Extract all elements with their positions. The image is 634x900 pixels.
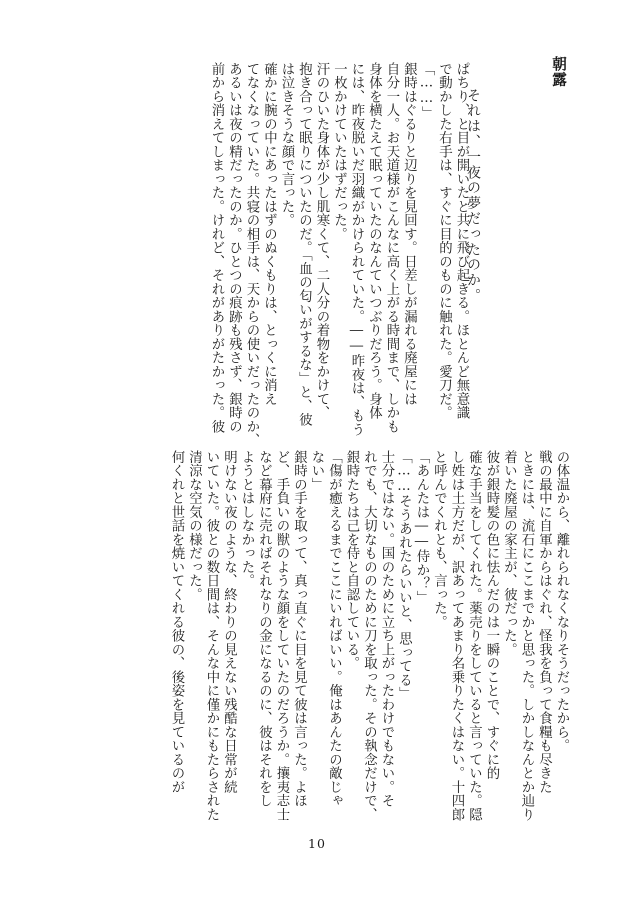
body-text-upper <box>50 62 470 447</box>
text-line: など幕府に売ればそれなりの金になるのに、彼はそれをし <box>256 450 272 808</box>
text-line: 「……そうあれたらいいと、思ってる」 <box>396 450 412 701</box>
text-line: 士分ではない。国のために立ち上がったわけでもない。そ <box>379 450 394 808</box>
text-line: 明けない夜のような、終わりの見えない残酷な日常が続 <box>221 450 237 794</box>
text-line: ない」 <box>309 450 324 492</box>
text-line: で動かした右手は、すぐに目的のものに触れた。愛刀だ。 <box>436 62 452 420</box>
text-line: 彼が銀時髪の色に怯んだのは一瞬のことで、すぐに的 <box>484 450 499 780</box>
page-number: 10 <box>308 836 326 851</box>
text-line: 「あんたは――侍か？」 <box>414 450 429 605</box>
text-line: は泣きそうな顔で言った。 <box>279 62 294 227</box>
text-line: 確な手当をしてくれた。薬売りをしていると言っていた。隠 <box>466 450 482 822</box>
text-line: 抱き合って眠りについたのだ。「血の匂いがするな」と、彼 <box>296 62 312 427</box>
text-line: てなくなっていた。共寝の相手は、天からの使いだったのか、 <box>244 62 259 447</box>
text-line: 前から消えてしまった。けれど、それがありがたかった。彼 <box>209 62 224 434</box>
text-line: 銀時はぐるりと辺りを見回す。日差しが漏れる廃屋には <box>401 62 417 406</box>
text-line: には、昨夜脱いだ羽織がかけられていた。――昨夜は、もう <box>349 62 364 437</box>
text-line: し姓は土方だが、訳あってあまり名乗りたくはない。十四郎 <box>449 450 464 822</box>
text-line: 一枚かけていたはずだった。 <box>331 62 347 241</box>
chapter-title: 朝露 <box>550 56 567 88</box>
text-line: 何くれと世話を焼いてくれる彼の、後姿を見ているのが <box>169 450 184 794</box>
text-line: れでも、大切なもののために刀を取った。その執念だけで、 <box>361 450 377 822</box>
text-line: 「傷が癒えるまでここにいればいい。俺はあんたの敵じゃ <box>326 450 342 808</box>
text-line: ようとはしなかった。 <box>239 450 254 588</box>
text-line: 着いた廃屋の家主が、彼だった。 <box>501 450 517 657</box>
opening-line: それは、一夜の夢だったのか。 <box>465 88 481 304</box>
text-line: と呼んでくれとも、言った。 <box>431 450 447 629</box>
text-line: あるいは夜の精だったのか。ひとつの痕跡も残さず、銀時の <box>226 62 242 434</box>
text-line: ときには、流石にここまでかと思った。しかしなんとか辿り <box>519 450 534 822</box>
text-line: いていた。彼との数日間は、そんな中に僅かにもたらされた <box>204 450 219 822</box>
text-line: 銀時の手を取って、真っ直ぐに目を見て彼は言った。よほ <box>291 450 307 808</box>
text-line: ぱちり、と目が開いたと共に飛び起きる。ほとんど無意識 <box>454 62 469 420</box>
text-line: 清涼な空気の様だった。 <box>186 450 202 602</box>
text-line: 「……」 <box>419 62 434 121</box>
text-line: 汗のひいた身体が少し肌寒くて、二人分の着物をかけて、 <box>314 62 329 420</box>
text-line: 自分一人。お天道様がこんなに高く上がる時間まで、しかも <box>384 62 399 434</box>
text-line: 身体を横たえて眠っていたのなんていつぶりだろう。身体 <box>366 62 382 420</box>
text-line: 銀時たちは己を侍と自認している。 <box>344 450 359 670</box>
text-line: 戦の最中に自軍からはぐれ、怪我を負って食糧も尽きた <box>536 450 552 794</box>
text-line: の体温から、離れられなくなりそうだったから。 <box>554 450 569 753</box>
text-line: 確かに腕の中にあったはずのぬくもりは、とっくに消え <box>261 62 277 406</box>
text-line: ど、手負いの獣のような顔をしていたのだろうか。攘夷志士 <box>274 450 289 822</box>
body-text-lower <box>50 450 570 822</box>
